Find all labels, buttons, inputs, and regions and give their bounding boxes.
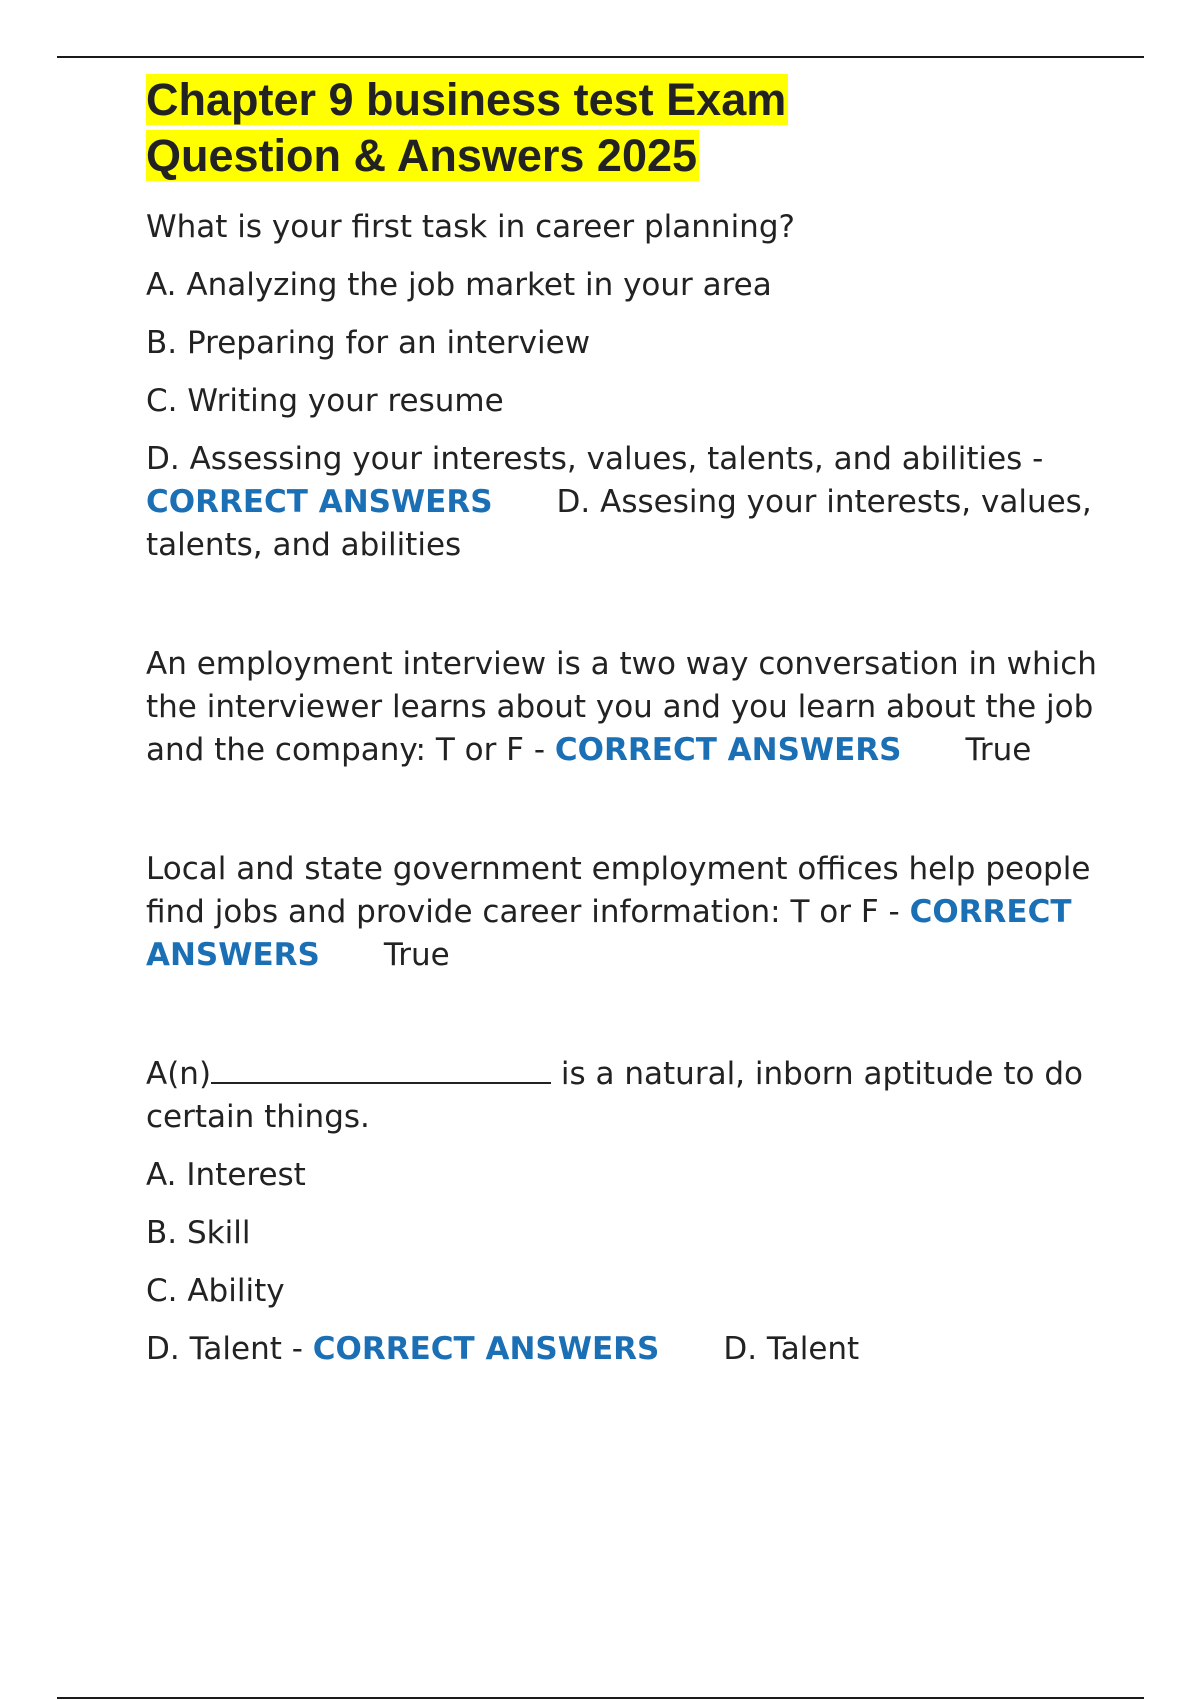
question-3-answer-label: CORRECT ANSWERS	[146, 894, 1083, 973]
title-line-2: Question & Answers 2025	[146, 130, 698, 181]
bottom-rule	[57, 1697, 1144, 1699]
question-3-text: Local and state government employment offices help people find jobs and provide career information: T or F -	[146, 851, 1101, 930]
question-1-text: What is your first task in career planning?	[146, 209, 795, 245]
question-4-answer: D. Talent	[723, 1331, 860, 1367]
question-1-option-d: D. Assessing your interests, values, talents, and abilities -	[146, 441, 1044, 477]
question-2-answer: True	[965, 732, 1032, 768]
question-1	[146, 206, 1106, 567]
question-1-option-b: B. Preparing for an interview	[146, 325, 591, 361]
fill-in-blank	[211, 1054, 551, 1084]
question-3-answer: True	[383, 937, 450, 973]
question-4-option-d-answer	[146, 1328, 1106, 1371]
question-2-text: An employment interview is a two way conversation in which the interviewer learns about you and you learn about the job and the company: T or F -	[146, 646, 1107, 768]
question-2-block	[146, 643, 1106, 772]
top-rule	[57, 56, 1144, 58]
document-body	[146, 72, 1106, 1371]
question-4-suffix: is a natural, inborn aptitude to do certain things.	[146, 1056, 1093, 1135]
question-3	[146, 848, 1106, 977]
question-1-option-c: C. Writing your resume	[146, 383, 504, 419]
question-4-answer-label: CORRECT ANSWERS	[312, 1331, 660, 1367]
question-4-prefix: A(n)	[146, 1056, 212, 1092]
document-title	[146, 72, 1106, 184]
question-1-option-d-answer	[146, 438, 1106, 567]
question-1-option-a: A. Analyzing the job market in your area	[146, 267, 772, 303]
title-line-1: Chapter 9 business test Exam	[146, 74, 787, 125]
question-4-option-c: C. Ability	[146, 1273, 285, 1309]
question-4	[146, 1053, 1106, 1371]
question-4-option-b: B. Skill	[146, 1215, 251, 1251]
question-3-block	[146, 848, 1106, 977]
question-1-answer: D. Assesing your interests, values, talents, and abilities	[146, 484, 1102, 563]
question-4-option-a: A. Interest	[146, 1157, 306, 1193]
question-4-option-d: D. Talent -	[146, 1331, 303, 1367]
question-2	[146, 643, 1106, 772]
question-2-answer-label: CORRECT ANSWERS	[554, 732, 902, 768]
question-1-answer-label: CORRECT ANSWERS	[146, 484, 493, 520]
question-4-text	[146, 1053, 1106, 1139]
